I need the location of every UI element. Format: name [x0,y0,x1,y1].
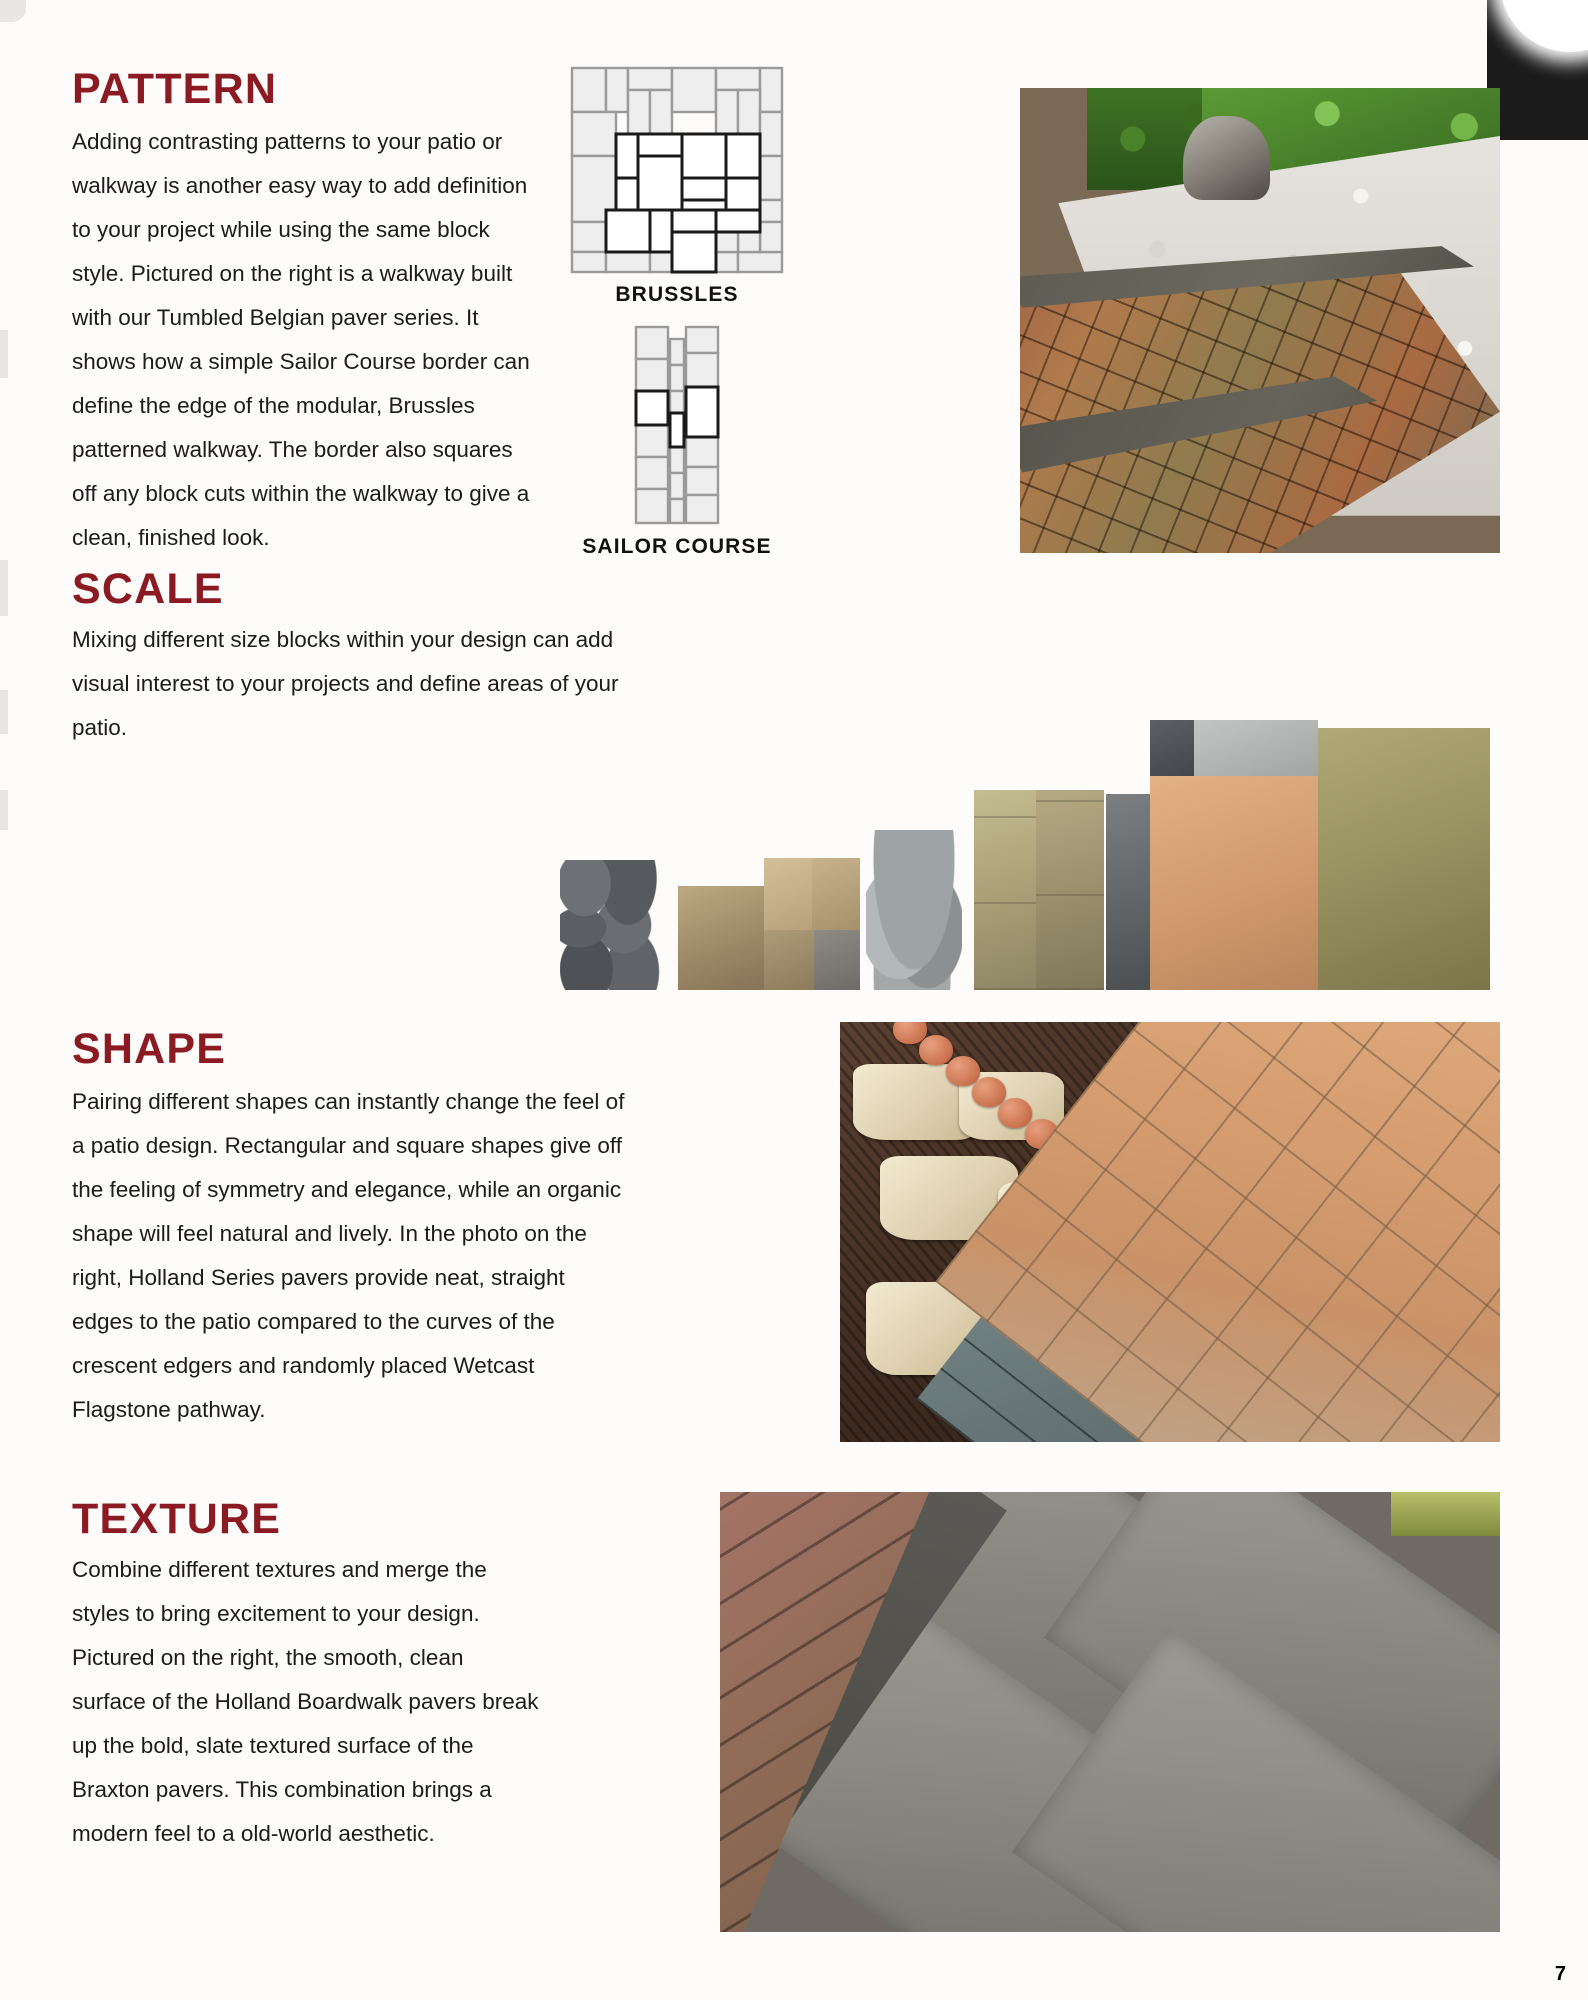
scale-block-paver-pair-tan [764,858,860,990]
diagram-sailor-course [634,325,720,525]
section-title-scale: SCALE [72,565,224,613]
scale-block-slim-charcoal-slab [1106,794,1150,990]
scale-block-plank-paver-olive [974,790,1036,990]
scale-block-tall-slab-olive [1318,728,1490,990]
photo-texture-pavers [720,1492,1500,1932]
shape-crescent-edger [919,1035,953,1065]
page-edge-mark [0,690,8,734]
scale-block-large-square-terracotta [1150,776,1318,990]
section-body-texture: Combine different textures and merge the styles to bring excitement to your design. Pictured on the right, the smooth, clean surface of the Holland Boardwalk pavers break up the bold, slate textured surface of the Braxton pavers. This combination brings a modern feel to a old-world aesthetic. [72,1557,539,1846]
section-title-shape: SHAPE [72,1025,227,1073]
scale-block-plank-paver-olive-2 [1036,790,1104,990]
section-body-pattern: Adding contrasting patterns to your patio or walkway is another easy way to add definition to your project while using the same block style. Pictured on the right is a walkway built with our Tumbled Belgian paver series. It shows how a simple Sailor Course border can define the edge of the modular, Brussles patterned walkway. The border also squares off any block cuts within the walkway to give a clean, finished look. [72,129,530,550]
section-title-texture: TEXTURE [72,1495,282,1543]
diagram-brussles [570,66,784,274]
shape-crescent-edger [972,1077,1006,1107]
section-title-pattern: PATTERN [72,65,278,113]
figure-label-brussles: BRUSSLES [615,283,739,306]
photo-scale-blocks [560,718,1588,990]
texture-grass-patch [1391,1492,1500,1536]
page-corner-curl [0,0,26,22]
sailor-course-pattern-svg [634,325,720,525]
page-edge-mark [0,330,8,378]
scale-block-irregular-stone-grey [866,830,962,990]
black-corner-tab [1487,0,1588,140]
section-body-shape: Pairing different shapes can instantly change the feel of a patio design. Rectangular and square shapes give off the feeling of symmetry and elegance, while an organic shape will feel natural and lively. In the photo on the right, Holland Series pavers provide neat, straight edges to the patio compared to the curves of the crescent edgers and randomly placed Wetcast Flagstone pathway. [72,1089,625,1422]
scale-block-top-grey-cap [1194,720,1318,776]
scale-block-top-charcoal-cap [1150,720,1194,776]
walkway-boulder [1183,116,1269,200]
page-edge-mark [0,560,8,616]
shape-crescent-edger [946,1056,980,1086]
page-number: 7 [1554,1963,1566,1985]
page-edge-mark [0,790,8,830]
photo-pattern-walkway [1020,88,1500,553]
figure-label-sailor-course: SAILOR COURSE [582,535,772,558]
shape-crescent-edger [998,1098,1032,1128]
section-body-scale: Mixing different size blocks within your design can add visual interest to your projects and define areas of your patio. [72,627,619,740]
brussles-pattern-svg [570,66,784,274]
scale-block-small-paver-tan [678,886,764,990]
scale-block-cobble-cluster [560,860,670,990]
photo-shape-patio [840,1022,1500,1442]
